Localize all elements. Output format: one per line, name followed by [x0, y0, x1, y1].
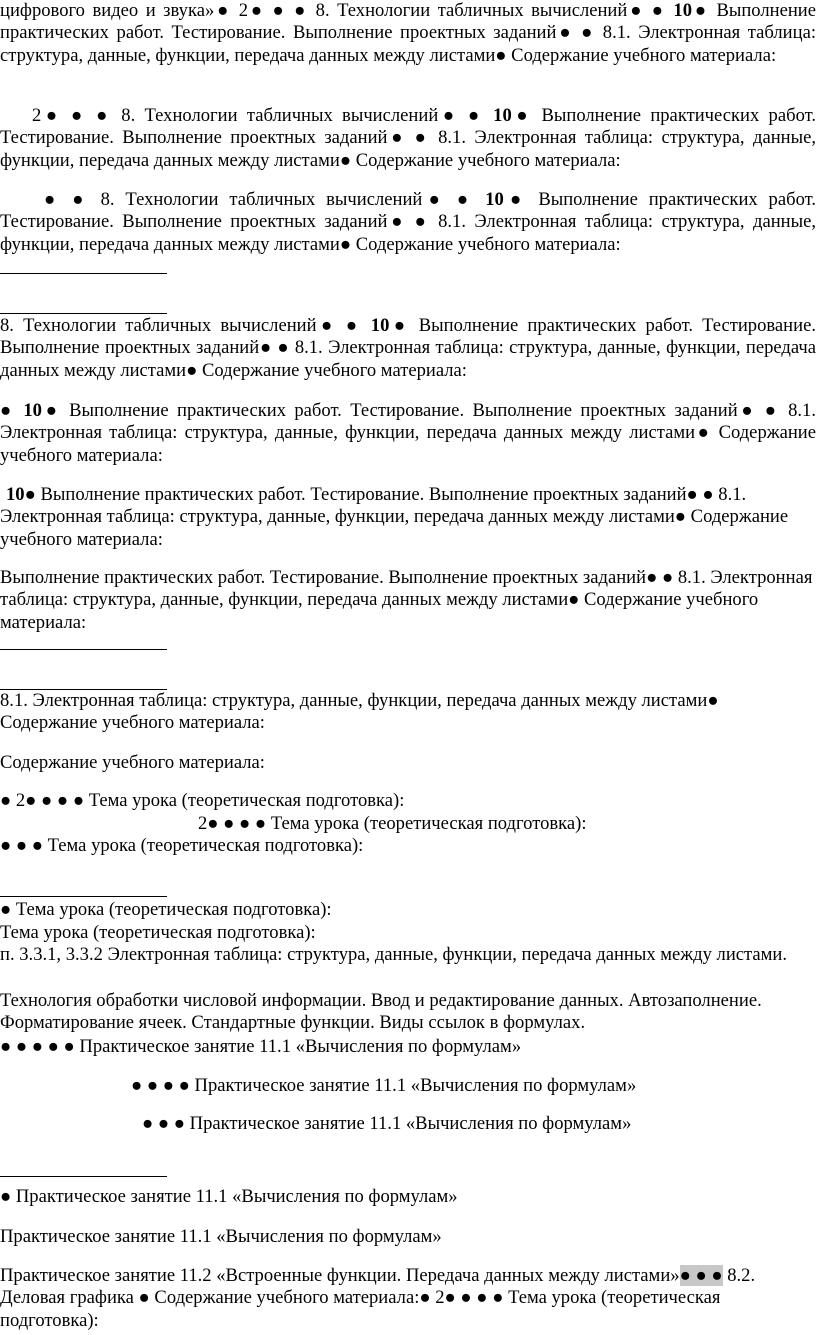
paragraph-5: [0, 400, 816, 467]
highlighted-bullets: ● ● ●: [679, 1265, 723, 1286]
text: ● ● 8. Технологии табличных вычислений● ●: [44, 189, 486, 210]
paragraph-14: Тема урока (теоретическая подготовка):: [0, 922, 316, 943]
bold-text: 10●: [23, 400, 61, 421]
text: Практическое занятие 11.2 «Встроенные функции. Передача данных между листами»: [0, 1265, 680, 1286]
bold-text: 10●: [370, 315, 410, 336]
text: Выполнение практических работ. Тестирование. Выполнение проектных заданий● ● 8.1. Электронная таблица: структура, данные, функции, передача данных между листами● Содержание учебного материала:: [0, 315, 816, 381]
paragraph-3: [0, 189, 816, 256]
paragraph-8: 8.1. Электронная таблица: структура, данные, функции, передача данных между листами● Содержание учебного материала:: [0, 690, 719, 734]
paragraph-21: Практическое занятие 11.1 «Вычисления по формулам»: [0, 1226, 442, 1247]
text: Выполнение практических работ. Тестирование. Выполнение проектных заданий● ● 8.1. Электронная таблица: структура, данные, функции, передача данных между листами● Содержание учебного материала:: [0, 400, 816, 466]
paragraph-1: [0, 0, 816, 67]
paragraph-17: ● ● ● ● ● Практическое занятие 11.1 «Вычисления по формулам»: [0, 1036, 522, 1057]
text: 8. Технологии табличных вычислений● ●: [0, 315, 371, 336]
separator-rule: [0, 896, 167, 897]
paragraph-11: 2● ● ● ● Тема урока (теоретическая подготовка):: [198, 813, 587, 834]
text: 2● ● ● 8. Технологии табличных вычислений● ●: [32, 105, 494, 126]
text: цифрового видео и звука»● 2● ● ● 8. Технологии табличных вычислений● ●: [0, 0, 674, 21]
separator-rule: [0, 1176, 167, 1177]
paragraph-2: [0, 105, 816, 172]
paragraph-20: ● Практическое занятие 11.1 «Вычисления по формулам»: [0, 1186, 458, 1207]
text: ●: [0, 400, 24, 421]
paragraph-6: [0, 484, 816, 551]
separator-rule: [0, 273, 167, 274]
paragraph-13: ● Тема урока (теоретическая подготовка):: [0, 899, 332, 920]
bold-text: 10●: [673, 0, 709, 21]
paragraph-15: п. 3.3.1, 3.3.2 Электронная таблица: структура, данные, функции, передача данных между листами.: [0, 944, 788, 965]
bold-text: 10●: [6, 484, 36, 505]
paragraph-22: [0, 1265, 800, 1332]
paragraph-10: ● 2● ● ● ● Тема урока (теоретическая подготовка):: [0, 790, 405, 811]
paragraph-19: ● ● ● Практическое занятие 11.1 «Вычисления по формулам»: [142, 1113, 632, 1134]
text: 8.2. Деловая графика ● Содержание учебного материала:● 2● ● ● ● Тема урока (теоретическая подготовка):: [0, 1265, 756, 1331]
text: Выполнение практических работ. Тестирование. Выполнение проектных заданий● ● 8.1. Электронная таблица: структура, данные, функции, передача данных между листами● Содержание учебного материала:: [0, 189, 816, 255]
paragraph-12: ● ● ● Тема урока (теоретическая подготовка):: [0, 835, 364, 856]
paragraph-9: Содержание учебного материала:: [0, 752, 265, 773]
separator-rule: [0, 649, 167, 650]
paragraph-7: Выполнение практических работ. Тестирование. Выполнение проектных заданий● ● 8.1. Электронная таблица: структура, данные, функции, передача данных между листами● Содержание учебного материала:: [0, 567, 813, 633]
text: Выполнение практических работ. Тестирование. Выполнение проектных заданий● ● 8.1. Электронная таблица: структура, данные, функции, передача данных между листами● Содержание учебного материала:: [0, 105, 816, 171]
separator-rule: [0, 313, 167, 314]
text: Выполнение практических работ. Тестирование. Выполнение проектных заданий● ● 8.1. Электронная таблица: структура, данные, функции, передача данных между листами● Содержание учебного материала:: [0, 484, 789, 550]
paragraph-16: Технология обработки числовой информации. Ввод и редактирование данных. Автозаполнение. Форматирование ячеек. Стандартные функции. Виды ссылок в формулах.: [0, 990, 762, 1034]
paragraph-18: ● ● ● ● Практическое занятие 11.1 «Вычисления по формулам»: [131, 1075, 637, 1096]
bold-text: 10●: [485, 189, 528, 210]
bold-text: 10●: [493, 105, 533, 126]
text: Выполнение практических работ. Тестирование. Выполнение проектных заданий● ● 8.1. Электронная таблица: структура, данные, функции, передача данных между листами● Содержание учебного материала:: [0, 0, 816, 66]
paragraph-4: [0, 315, 816, 382]
